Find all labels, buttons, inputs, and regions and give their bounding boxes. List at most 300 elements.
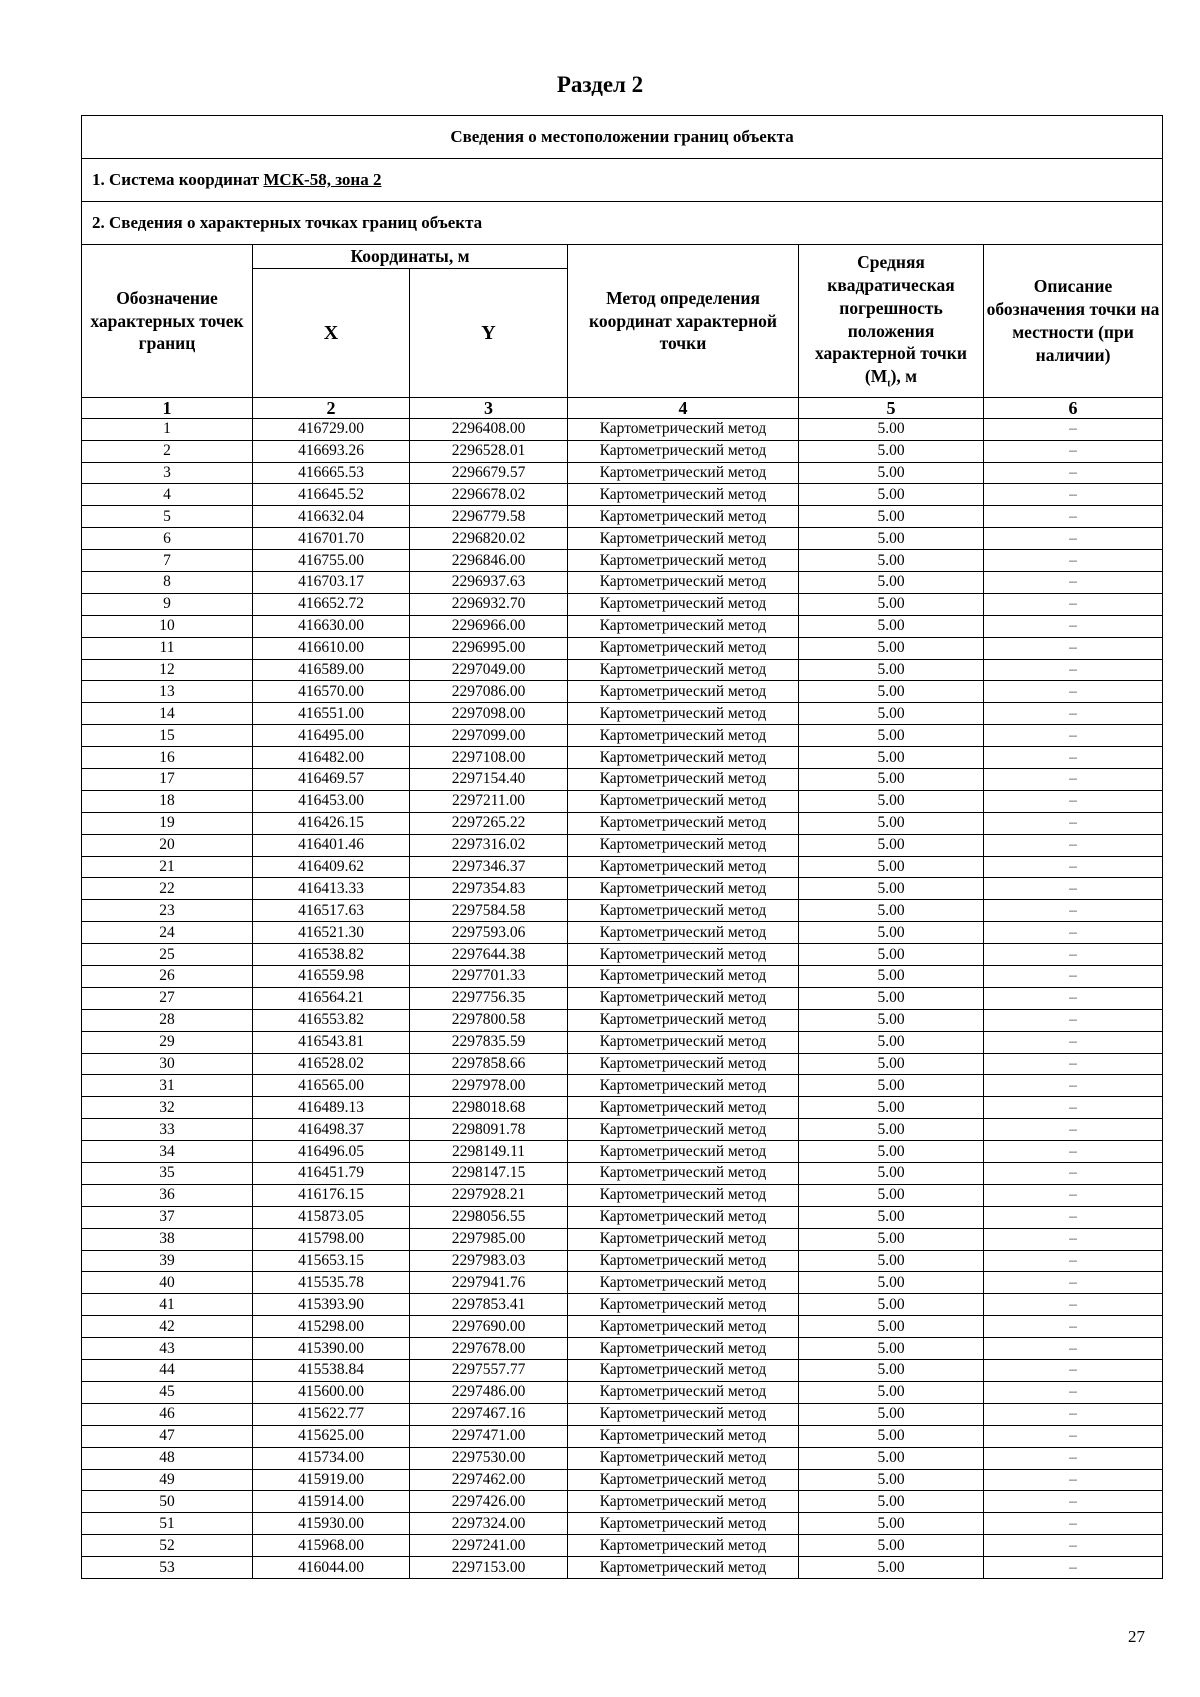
cell-error: 5.00 — [799, 1097, 984, 1119]
cell-point-id: 28 — [82, 1009, 253, 1031]
cell-method: Картометрический метод — [568, 1447, 799, 1469]
cell-method: Картометрический метод — [568, 1294, 799, 1316]
cell-description: – — [984, 1469, 1163, 1491]
cell-x: 416570.00 — [253, 681, 410, 703]
cell-y: 2296679.57 — [410, 462, 568, 484]
cell-description: – — [984, 1381, 1163, 1403]
table-row — [82, 462, 1163, 484]
table-row — [82, 856, 1163, 878]
cell-x: 416538.82 — [253, 944, 410, 966]
cell-error: 5.00 — [799, 1031, 984, 1053]
cell-point-id: 14 — [82, 703, 253, 725]
cell-point-id: 16 — [82, 747, 253, 769]
header-error-sub: t — [887, 378, 891, 390]
cell-method: Картометрический метод — [568, 1053, 799, 1075]
cell-x: 415930.00 — [253, 1513, 410, 1535]
table-row — [82, 1491, 1163, 1513]
cell-point-id: 49 — [82, 1469, 253, 1491]
cell-point-id: 20 — [82, 834, 253, 856]
points-section-title: 2. Сведения о характерных точках границ объекта — [82, 202, 1163, 245]
cell-y: 2297530.00 — [410, 1447, 568, 1469]
cell-point-id: 24 — [82, 922, 253, 944]
cell-point-id: 1 — [82, 418, 253, 440]
cell-point-id: 30 — [82, 1053, 253, 1075]
cell-x: 416589.00 — [253, 659, 410, 681]
header-coordinates: Координаты, м — [253, 245, 568, 269]
cell-point-id: 46 — [82, 1403, 253, 1425]
cell-point-id: 25 — [82, 944, 253, 966]
column-number: 1 — [82, 397, 253, 418]
cell-description: – — [984, 1119, 1163, 1141]
cell-x: 416551.00 — [253, 703, 410, 725]
cell-method: Картометрический метод — [568, 1119, 799, 1141]
cell-x: 415535.78 — [253, 1272, 410, 1294]
cell-description: – — [984, 878, 1163, 900]
table-row — [82, 790, 1163, 812]
cell-y: 2297211.00 — [410, 790, 568, 812]
cell-error: 5.00 — [799, 659, 984, 681]
table-row — [82, 1338, 1163, 1360]
cell-method: Картометрический метод — [568, 1163, 799, 1185]
section-title: Раздел 2 — [556, 72, 644, 97]
cell-y: 2297241.00 — [410, 1535, 568, 1557]
cell-x: 415625.00 — [253, 1425, 410, 1447]
table-row — [82, 1381, 1163, 1403]
cell-error: 5.00 — [799, 1381, 984, 1403]
cell-description: – — [984, 922, 1163, 944]
cell-x: 415968.00 — [253, 1535, 410, 1557]
cell-x: 416729.00 — [253, 418, 410, 440]
cell-method: Картометрический метод — [568, 769, 799, 791]
header-error-text: Средняя квадратическая погрешность положения характерной точки (M — [815, 252, 967, 386]
cell-description: – — [984, 1163, 1163, 1185]
cell-point-id: 45 — [82, 1381, 253, 1403]
cell-point-id: 15 — [82, 725, 253, 747]
cell-method: Картометрический метод — [568, 1184, 799, 1206]
header-description: Описание обозначения точки на местности (при наличии) — [984, 245, 1163, 398]
cell-x: 415798.00 — [253, 1228, 410, 1250]
cell-y: 2297324.00 — [410, 1513, 568, 1535]
cell-description: – — [984, 966, 1163, 988]
cell-description: – — [984, 944, 1163, 966]
cell-method: Картометрический метод — [568, 1141, 799, 1163]
cell-method: Картометрический метод — [568, 944, 799, 966]
cell-description: – — [984, 593, 1163, 615]
table-row — [82, 1535, 1163, 1557]
cell-point-id: 36 — [82, 1184, 253, 1206]
cell-x: 415622.77 — [253, 1403, 410, 1425]
cell-point-id: 44 — [82, 1360, 253, 1382]
table-row — [82, 1272, 1163, 1294]
cell-point-id: 31 — [82, 1075, 253, 1097]
table-row — [82, 1447, 1163, 1469]
table-row — [82, 506, 1163, 528]
cell-point-id: 13 — [82, 681, 253, 703]
coord-system-label: 1. Система координат — [92, 170, 264, 189]
cell-error: 5.00 — [799, 1141, 984, 1163]
cell-error: 5.00 — [799, 856, 984, 878]
cell-x: 416482.00 — [253, 747, 410, 769]
cell-error: 5.00 — [799, 615, 984, 637]
cell-x: 415734.00 — [253, 1447, 410, 1469]
cell-error: 5.00 — [799, 1009, 984, 1031]
cell-error: 5.00 — [799, 1338, 984, 1360]
cell-description: – — [984, 462, 1163, 484]
cell-description: – — [984, 659, 1163, 681]
cell-x: 416044.00 — [253, 1557, 410, 1579]
cell-x: 416498.37 — [253, 1119, 410, 1141]
cell-error: 5.00 — [799, 1403, 984, 1425]
cell-description: – — [984, 1097, 1163, 1119]
cell-description: – — [984, 1425, 1163, 1447]
table-row — [82, 418, 1163, 440]
cell-method: Картометрический метод — [568, 703, 799, 725]
cell-method: Картометрический метод — [568, 747, 799, 769]
cell-description: – — [984, 1447, 1163, 1469]
table-row — [82, 725, 1163, 747]
cell-method: Картометрический метод — [568, 812, 799, 834]
cell-x: 416426.15 — [253, 812, 410, 834]
cell-method: Картометрический метод — [568, 462, 799, 484]
cell-x: 416652.72 — [253, 593, 410, 615]
cell-method: Картометрический метод — [568, 1469, 799, 1491]
cell-y: 2297154.40 — [410, 769, 568, 791]
cell-y: 2297471.00 — [410, 1425, 568, 1447]
cell-method: Картометрический метод — [568, 1228, 799, 1250]
cell-description: – — [984, 1250, 1163, 1272]
cell-error: 5.00 — [799, 506, 984, 528]
cell-point-id: 50 — [82, 1491, 253, 1513]
cell-description: – — [984, 1009, 1163, 1031]
cell-description: – — [984, 440, 1163, 462]
cell-x: 415393.90 — [253, 1294, 410, 1316]
cell-error: 5.00 — [799, 1557, 984, 1579]
cell-x: 416517.63 — [253, 900, 410, 922]
cell-point-id: 12 — [82, 659, 253, 681]
cell-y: 2297690.00 — [410, 1316, 568, 1338]
cell-point-id: 37 — [82, 1206, 253, 1228]
cell-error: 5.00 — [799, 637, 984, 659]
cell-error: 5.00 — [799, 1250, 984, 1272]
cell-x: 416451.79 — [253, 1163, 410, 1185]
cell-method: Картометрический метод — [568, 790, 799, 812]
cell-x: 415390.00 — [253, 1338, 410, 1360]
cell-y: 2297835.59 — [410, 1031, 568, 1053]
cell-error: 5.00 — [799, 1075, 984, 1097]
cell-error: 5.00 — [799, 900, 984, 922]
cell-point-id: 26 — [82, 966, 253, 988]
cell-error: 5.00 — [799, 1163, 984, 1185]
cell-x: 416528.02 — [253, 1053, 410, 1075]
cell-y: 2297701.33 — [410, 966, 568, 988]
table-row — [82, 528, 1163, 550]
table-row — [82, 1097, 1163, 1119]
cell-description: – — [984, 769, 1163, 791]
cell-point-id: 21 — [82, 856, 253, 878]
cell-description: – — [984, 615, 1163, 637]
cell-x: 416645.52 — [253, 484, 410, 506]
cell-point-id: 6 — [82, 528, 253, 550]
cell-point-id: 18 — [82, 790, 253, 812]
cell-y: 2296932.70 — [410, 593, 568, 615]
cell-error: 5.00 — [799, 1360, 984, 1382]
cell-point-id: 52 — [82, 1535, 253, 1557]
cell-x: 415653.15 — [253, 1250, 410, 1272]
cell-description: – — [984, 550, 1163, 572]
cell-x: 416565.00 — [253, 1075, 410, 1097]
cell-x: 416755.00 — [253, 550, 410, 572]
cell-y: 2297756.35 — [410, 987, 568, 1009]
cell-y: 2297941.76 — [410, 1272, 568, 1294]
cell-y: 2297316.02 — [410, 834, 568, 856]
cell-point-id: 39 — [82, 1250, 253, 1272]
cell-y: 2297486.00 — [410, 1381, 568, 1403]
cell-point-id: 35 — [82, 1163, 253, 1185]
cell-y: 2296846.00 — [410, 550, 568, 572]
cell-error: 5.00 — [799, 528, 984, 550]
table-row — [82, 659, 1163, 681]
cell-description: – — [984, 1316, 1163, 1338]
cell-y: 2297593.06 — [410, 922, 568, 944]
cell-x: 416176.15 — [253, 1184, 410, 1206]
cell-description: – — [984, 1184, 1163, 1206]
cell-description: – — [984, 987, 1163, 1009]
cell-y: 2296995.00 — [410, 637, 568, 659]
cell-y: 2297853.41 — [410, 1294, 568, 1316]
cell-y: 2297467.16 — [410, 1403, 568, 1425]
cell-y: 2297049.00 — [410, 659, 568, 681]
cell-description: – — [984, 1031, 1163, 1053]
cell-error: 5.00 — [799, 790, 984, 812]
cell-y: 2297153.00 — [410, 1557, 568, 1579]
table-row — [82, 593, 1163, 615]
cell-error: 5.00 — [799, 484, 984, 506]
cell-method: Картометрический метод — [568, 1272, 799, 1294]
cell-x: 416693.26 — [253, 440, 410, 462]
cell-method: Картометрический метод — [568, 1535, 799, 1557]
cell-error: 5.00 — [799, 593, 984, 615]
cell-y: 2297584.58 — [410, 900, 568, 922]
cell-error: 5.00 — [799, 725, 984, 747]
cell-error: 5.00 — [799, 747, 984, 769]
cell-y: 2296820.02 — [410, 528, 568, 550]
cell-x: 416409.62 — [253, 856, 410, 878]
cell-point-id: 10 — [82, 615, 253, 637]
table-row — [82, 1075, 1163, 1097]
cell-method: Картометрический метод — [568, 1557, 799, 1579]
cell-method: Картометрический метод — [568, 571, 799, 593]
cell-description: – — [984, 418, 1163, 440]
cell-description: – — [984, 1141, 1163, 1163]
table-row — [82, 1294, 1163, 1316]
cell-y: 2297099.00 — [410, 725, 568, 747]
cell-x: 415873.05 — [253, 1206, 410, 1228]
table-row — [82, 922, 1163, 944]
cell-point-id: 17 — [82, 769, 253, 791]
table-row — [82, 769, 1163, 791]
table-row — [82, 1031, 1163, 1053]
cell-method: Картометрический метод — [568, 1250, 799, 1272]
cell-method: Картометрический метод — [568, 1316, 799, 1338]
cell-method: Картометрический метод — [568, 528, 799, 550]
column-number: 4 — [568, 397, 799, 418]
table-row — [82, 1469, 1163, 1491]
cell-method: Картометрический метод — [568, 987, 799, 1009]
cell-description: – — [984, 812, 1163, 834]
cell-error: 5.00 — [799, 1053, 984, 1075]
cell-y: 2297346.37 — [410, 856, 568, 878]
cell-error: 5.00 — [799, 1425, 984, 1447]
page-number: 27 — [1128, 1627, 1145, 1646]
table-row — [82, 1228, 1163, 1250]
cell-description: – — [984, 900, 1163, 922]
cell-x: 416564.21 — [253, 987, 410, 1009]
cell-description: – — [984, 1272, 1163, 1294]
cell-method: Картометрический метод — [568, 1403, 799, 1425]
cell-point-id: 27 — [82, 987, 253, 1009]
cell-method: Картометрический метод — [568, 506, 799, 528]
cell-y: 2296528.01 — [410, 440, 568, 462]
cell-y: 2297644.38 — [410, 944, 568, 966]
cell-x: 415919.00 — [253, 1469, 410, 1491]
cell-description: – — [984, 1513, 1163, 1535]
cell-x: 416543.81 — [253, 1031, 410, 1053]
cell-method: Картометрический метод — [568, 1097, 799, 1119]
cell-x: 415538.84 — [253, 1360, 410, 1382]
table-row — [82, 703, 1163, 725]
cell-error: 5.00 — [799, 1294, 984, 1316]
table-row — [82, 1557, 1163, 1579]
cell-error: 5.00 — [799, 1119, 984, 1141]
cell-error: 5.00 — [799, 834, 984, 856]
cell-description: – — [984, 747, 1163, 769]
cell-method: Картометрический метод — [568, 484, 799, 506]
header-y: Y — [410, 268, 568, 397]
cell-error: 5.00 — [799, 550, 984, 572]
table-row — [82, 1425, 1163, 1447]
table-row — [82, 878, 1163, 900]
cell-point-id: 4 — [82, 484, 253, 506]
cell-y: 2298056.55 — [410, 1206, 568, 1228]
cell-error: 5.00 — [799, 966, 984, 988]
table-row — [82, 834, 1163, 856]
cell-method: Картометрический метод — [568, 922, 799, 944]
cell-y: 2297978.00 — [410, 1075, 568, 1097]
cell-point-id: 42 — [82, 1316, 253, 1338]
cell-description: – — [984, 790, 1163, 812]
cell-method: Картометрический метод — [568, 900, 799, 922]
table-title: Сведения о местоположении границ объекта — [82, 116, 1163, 159]
cell-description: – — [984, 1557, 1163, 1579]
cell-x: 416610.00 — [253, 637, 410, 659]
table-row — [82, 1163, 1163, 1185]
cell-description: – — [984, 528, 1163, 550]
cell-description: – — [984, 681, 1163, 703]
cell-error: 5.00 — [799, 1535, 984, 1557]
cell-error: 5.00 — [799, 944, 984, 966]
table-row — [82, 1250, 1163, 1272]
cell-method: Картометрический метод — [568, 550, 799, 572]
cell-method: Картометрический метод — [568, 615, 799, 637]
cell-y: 2298091.78 — [410, 1119, 568, 1141]
cell-point-id: 3 — [82, 462, 253, 484]
cell-point-id: 5 — [82, 506, 253, 528]
column-number: 5 — [799, 397, 984, 418]
table-row — [82, 1119, 1163, 1141]
cell-description: – — [984, 856, 1163, 878]
cell-y: 2297678.00 — [410, 1338, 568, 1360]
coord-system-row — [82, 159, 1163, 202]
cell-point-id: 40 — [82, 1272, 253, 1294]
cell-point-id: 43 — [82, 1338, 253, 1360]
table-row — [82, 1184, 1163, 1206]
table-row — [82, 484, 1163, 506]
cell-y: 2297086.00 — [410, 681, 568, 703]
cell-method: Картометрический метод — [568, 1206, 799, 1228]
cell-point-id: 48 — [82, 1447, 253, 1469]
cell-description: – — [984, 1294, 1163, 1316]
cell-x: 415298.00 — [253, 1316, 410, 1338]
column-numbers-row — [82, 397, 1163, 418]
cell-description: – — [984, 703, 1163, 725]
cell-description: – — [984, 1228, 1163, 1250]
column-number: 2 — [253, 397, 410, 418]
cell-error: 5.00 — [799, 1228, 984, 1250]
table-row — [82, 615, 1163, 637]
cell-error: 5.00 — [799, 1316, 984, 1338]
cell-point-id: 47 — [82, 1425, 253, 1447]
cell-x: 416701.70 — [253, 528, 410, 550]
cell-description: – — [984, 1403, 1163, 1425]
table-row — [82, 681, 1163, 703]
cell-method: Картометрический метод — [568, 440, 799, 462]
cell-y: 2297098.00 — [410, 703, 568, 725]
boundary-points-table — [81, 115, 1163, 1579]
cell-method: Картометрический метод — [568, 1513, 799, 1535]
cell-method: Картометрический метод — [568, 1075, 799, 1097]
cell-method: Картометрический метод — [568, 1031, 799, 1053]
cell-point-id: 41 — [82, 1294, 253, 1316]
table-row — [82, 900, 1163, 922]
cell-error: 5.00 — [799, 681, 984, 703]
cell-point-id: 32 — [82, 1097, 253, 1119]
cell-error: 5.00 — [799, 571, 984, 593]
cell-method: Картометрический метод — [568, 593, 799, 615]
cell-error: 5.00 — [799, 1469, 984, 1491]
cell-y: 2297928.21 — [410, 1184, 568, 1206]
cell-y: 2297858.66 — [410, 1053, 568, 1075]
cell-point-id: 33 — [82, 1119, 253, 1141]
cell-x: 416632.04 — [253, 506, 410, 528]
cell-y: 2297983.03 — [410, 1250, 568, 1272]
cell-method: Картометрический метод — [568, 1491, 799, 1513]
cell-point-id: 53 — [82, 1557, 253, 1579]
cell-description: – — [984, 571, 1163, 593]
cell-error: 5.00 — [799, 1272, 984, 1294]
table-row — [82, 1053, 1163, 1075]
cell-y: 2297426.00 — [410, 1491, 568, 1513]
cell-method: Картометрический метод — [568, 856, 799, 878]
table-row — [82, 987, 1163, 1009]
cell-x: 416453.00 — [253, 790, 410, 812]
cell-error: 5.00 — [799, 418, 984, 440]
table-row — [82, 1141, 1163, 1163]
cell-method: Картометрический метод — [568, 1360, 799, 1382]
cell-error: 5.00 — [799, 1447, 984, 1469]
cell-point-id: 19 — [82, 812, 253, 834]
cell-y: 2297800.58 — [410, 1009, 568, 1031]
cell-x: 416559.98 — [253, 966, 410, 988]
